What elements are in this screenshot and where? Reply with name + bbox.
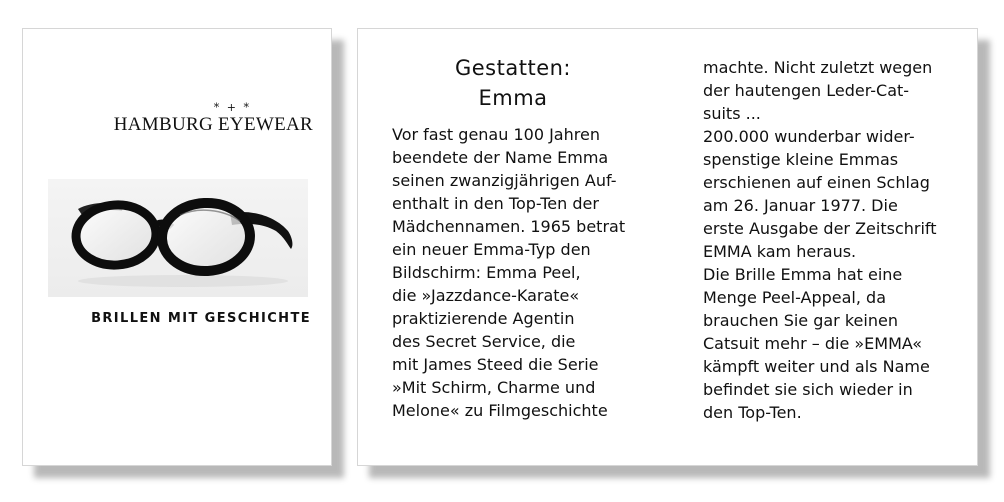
text-line: Catsuit mehr – die »EMMA« [703, 334, 923, 353]
text-line: des Secret Service, die [392, 332, 576, 351]
text-line: EMMA kam heraus. [703, 242, 857, 261]
article-title [398, 53, 628, 113]
text-line: Menge Peel-Appeal, da [703, 288, 886, 307]
text-line: Melone« zu Filmgeschichte [392, 401, 608, 420]
text-line: brauchen Sie gar keinen [703, 311, 898, 330]
text-line: ein neuer Emma-Typ den [392, 240, 591, 259]
text-line: erschienen auf einen Schlag [703, 173, 930, 192]
text-line: Die Brille Emma hat eine [703, 265, 903, 284]
brand-name: HAMBURG EYEWEAR [113, 114, 313, 135]
text-line: kämpft weiter und als Name [703, 357, 930, 376]
text-line: Bildschirm: Emma Peel, [392, 263, 581, 282]
text-line: spenstige kleine Emmas [703, 150, 899, 169]
tagline: BRILLEN MIT GESCHICHTE [91, 311, 311, 326]
text-line: praktizierende Agentin [392, 309, 575, 328]
text-line: befindet sie sich wieder in [703, 380, 913, 399]
text-line: Mädchennamen. 1965 betrat [392, 217, 626, 236]
title-line: Gestatten: [454, 56, 571, 80]
text-line: erste Ausgabe der Zeitschrift [703, 219, 937, 238]
eyeglasses-icon [48, 179, 308, 297]
text-line: 200.000 wunderbar wider- [703, 127, 915, 146]
text-line: enthalt in den Top-Ten der [392, 194, 599, 213]
text-line: die »Jazzdance-Karate« [392, 286, 580, 305]
eyeglasses-photo [48, 179, 308, 297]
brand-stars-icon: * + * [213, 101, 251, 114]
text-line: suits ... [703, 104, 761, 123]
text-line: den Top-Ten. [703, 403, 802, 422]
text-line: machte. Nicht zuletzt wegen [703, 58, 933, 77]
text-line: beendete der Name Emma [392, 148, 609, 167]
product-card [22, 28, 332, 466]
article-card [357, 28, 978, 466]
article-column-right [703, 56, 937, 424]
text-line: Vor fast genau 100 Jahren [392, 125, 600, 144]
text-line: der hautengen Leder-Cat- [703, 81, 910, 100]
text-line: »Mit Schirm, Charme und [392, 378, 596, 397]
text-line: am 26. Januar 1977. Die [703, 196, 898, 215]
title-line: Emma [478, 86, 548, 110]
text-line: mit James Steed die Serie [392, 355, 599, 374]
article-column-left [392, 123, 625, 422]
text-line: seinen zwanzigjährigen Auf- [392, 171, 617, 190]
